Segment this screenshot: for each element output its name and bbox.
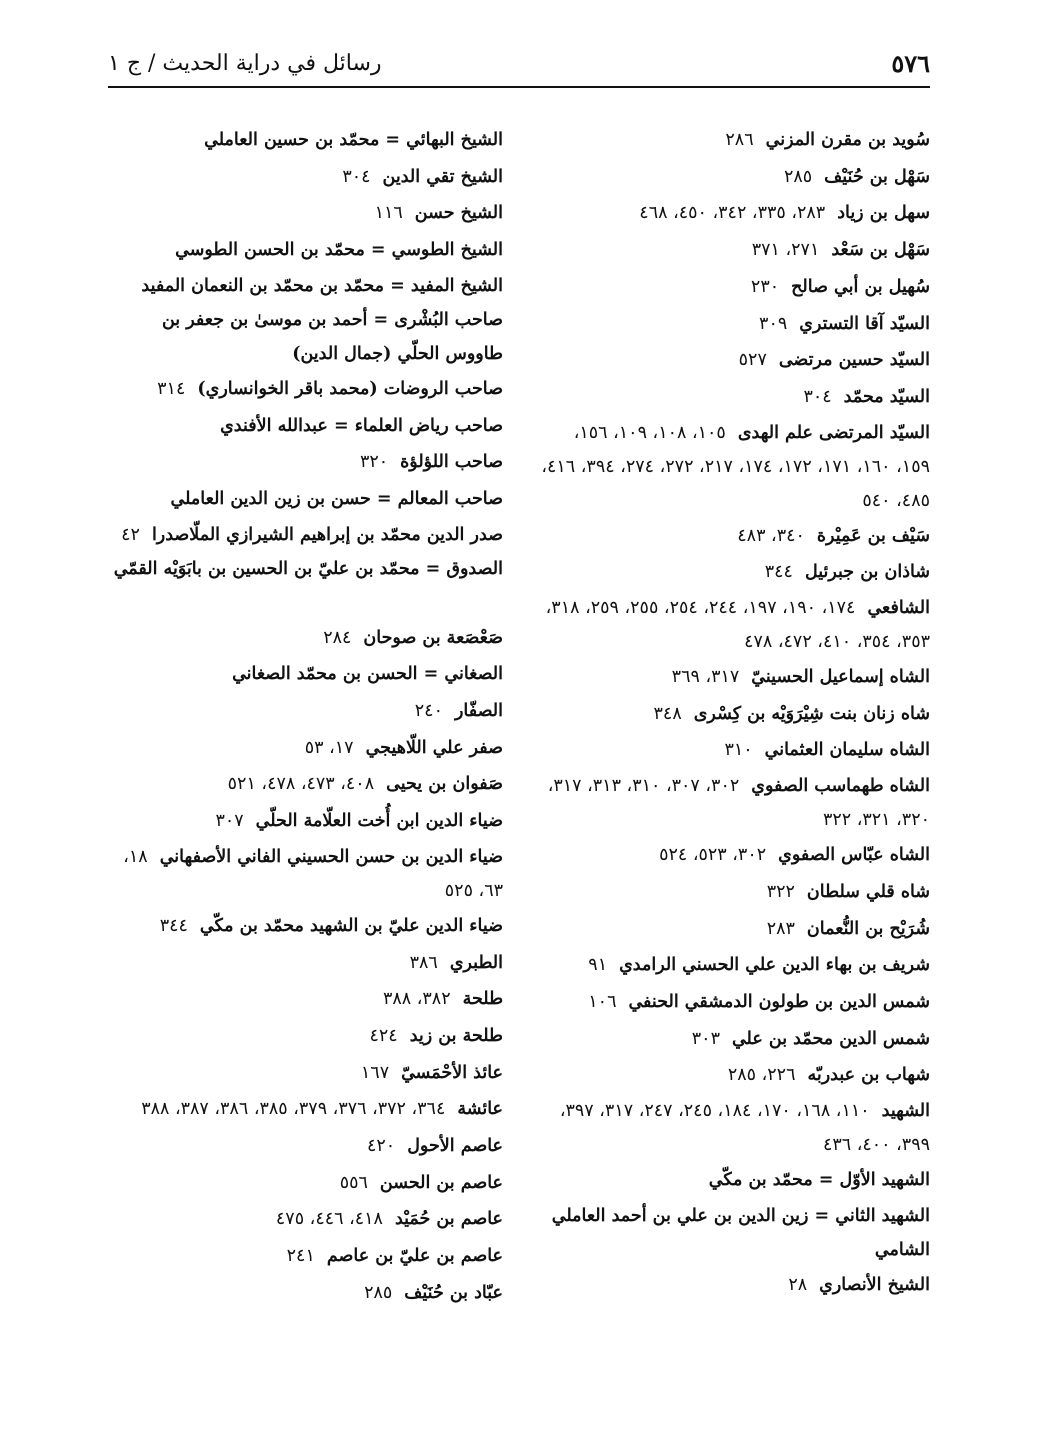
index-entry [535, 874, 930, 911]
entry-page-refs: ٣٢٢ [766, 881, 795, 902]
entry-page-refs: ٢٨٣، ٣٣٥، ٣٤٢، ٤٥٠، ٤٦٨ [639, 203, 826, 224]
index-entry [108, 620, 503, 657]
index-entry [535, 837, 930, 874]
entry-name: الشهيد الأوّل = محمّد بن مكّي [708, 1170, 930, 1191]
entry-name: شمس الدين بن طولون الدمشقي الحنفي [628, 991, 930, 1012]
entry-name: ضياء الدين ابن أُخت العلّامة الحلّي [255, 811, 503, 832]
entry-name: الشيخ البهائي = محمّد بن حسين العاملي [204, 130, 503, 150]
entry-name: ضياء الدين بن حسن الحسيني الفاني الأصفهاني [159, 846, 503, 867]
entry-name: شاه زنان بنت شِيْرَوَيْه بن كِسْرى [693, 703, 930, 724]
index-entry [535, 1094, 930, 1162]
entry-page-refs: ٢٨٣ [766, 918, 795, 939]
index-entry [108, 1275, 503, 1312]
entry-name: عاصم بن حُمَيْد [394, 1209, 503, 1230]
entry-page-refs: ٥٥٦ [339, 1172, 368, 1193]
entry-name: صَعْصَعة بن صوحان [363, 627, 503, 648]
entry-name: الشاه عبّاس الصفوي [778, 845, 930, 866]
entry-page-refs: ٢٨٤ [323, 627, 352, 648]
entry-page-refs: ٣١٤ [157, 378, 186, 399]
index-entry [535, 1162, 930, 1199]
entry-page-refs: ١١٦ [374, 203, 403, 224]
index-entry [535, 232, 930, 269]
entry-name: الطبري [449, 952, 503, 973]
entry-name: ضياء الدين عليّ بن الشهيد محمّد بن مكّي [199, 915, 503, 936]
entry-page-refs: ٣٨٦ [409, 952, 438, 973]
index-entry [108, 159, 503, 196]
left-column [108, 122, 503, 1372]
entry-page-refs: ٣٠٤ [342, 166, 371, 187]
index-entry [108, 1055, 503, 1092]
index-entry [535, 1199, 930, 1267]
index-entry [535, 159, 930, 196]
index-entry [535, 911, 930, 948]
index-entry [535, 342, 930, 379]
entry-page-refs: ٣٠٩ [759, 313, 788, 334]
right-column [535, 122, 930, 1372]
entry-page-refs: ١٨، ٦٣، ٥٢٥ [123, 846, 503, 901]
index-entry [535, 659, 930, 696]
entry-page-refs: ١٧، ٥٣ [304, 737, 354, 758]
entry-page-refs: ٣٦٤، ٣٧٢، ٣٧٦، ٣٧٩، ٣٨٥، ٣٨٦، ٣٨٧، ٣٨٨ [141, 1099, 446, 1120]
index-entry [108, 518, 503, 552]
entry-page-refs: ٤٢٠ [367, 1136, 396, 1157]
index-entry [108, 656, 503, 693]
index-entry [108, 408, 503, 445]
entry-page-refs: ٣٠٤ [803, 386, 832, 407]
index-entry [108, 730, 503, 767]
index-entry [535, 379, 930, 416]
index-entry [535, 1021, 930, 1058]
index-entry [108, 195, 503, 232]
index-entry [535, 1057, 930, 1094]
index-entry [108, 1201, 503, 1238]
entry-name: عائذ الأحْمَسيّ [401, 1062, 503, 1083]
entry-page-refs: ٣٢٠ [359, 452, 389, 473]
entry-name: عائشة [457, 1099, 503, 1120]
index-entry [535, 1267, 930, 1304]
index-entry [108, 232, 503, 269]
index-entry [535, 416, 930, 518]
index-entry [108, 1128, 503, 1165]
entry-name: سُهيل بن أبي صالح [791, 276, 930, 297]
entry-name: صفر علي اللّاهيجي [365, 737, 503, 758]
index-entry [108, 1091, 503, 1128]
entry-page-refs: ٤٠٨، ٤٧٣، ٤٧٨، ٥٢١ [227, 774, 375, 795]
entry-name: سَهْل بن سَعْد [831, 240, 930, 261]
entry-page-refs: ٢٨٥ [783, 166, 813, 187]
entry-name: الشاه طهماسب الصفوي [751, 776, 930, 797]
entry-page-refs: ٢٤٠ [414, 701, 443, 722]
entry-page-refs: ٢٧١، ٣٧١ [751, 240, 820, 261]
entry-page-refs: ٤١٨، ٤٤٦، ٤٧٥ [275, 1209, 383, 1230]
entry-page-refs: ١٦٧ [360, 1062, 390, 1083]
index-entry [535, 518, 930, 555]
entry-page-refs: ١٧٤، ١٩٠، ١٩٧، ٢٤٤، ٢٥٤، ٢٥٥، ٢٥٩، ٣١٨، ٣٥٣، ٣٥٤، ٤١٠، ٤٧٢، ٤٧٨ [545, 598, 930, 653]
entry-name: صَفوان بن يحيى [386, 774, 503, 795]
entry-name: عاصم الأحول [407, 1136, 503, 1157]
index-entry [108, 303, 503, 371]
entry-name: الصفّار [454, 701, 503, 722]
entry-page-refs: ٢٨٦ [725, 130, 754, 150]
page-header [108, 40, 930, 88]
entry-name: صاحب الروضات (محمد باقر الخوانساري) [197, 378, 503, 399]
index-entry [108, 481, 503, 518]
entry-page-refs: ٢٤١ [286, 1246, 315, 1267]
entry-page-refs: ١٠٥، ١٠٨، ١٠٩، ١٥٦، ١٥٩، ١٦٠، ١٧١، ١٧٢، ١٧٤، ٢١٧، ٢٧٢، ٢٧٤، ٣٩٤، ٤١٦، ٤٨٥، ٥٤٠ [541, 422, 930, 511]
entry-name: سَهْل بن حُنَيْف [824, 166, 930, 187]
entry-name: الشيخ المفيد = محمّد بن محمّد بن النعمان المفيد [141, 275, 503, 296]
entry-page-refs: ٣٠٢، ٣٠٧، ٣١٠، ٣١٣، ٣١٧، ٣٢٠، ٣٢١، ٣٢٢ [547, 776, 930, 831]
index-entry [108, 693, 503, 730]
entry-page-refs: ٩١ [588, 955, 608, 976]
entry-name: عاصم بن عليّ بن عاصم [326, 1246, 503, 1267]
entry-page-refs: ٤٢ [121, 524, 140, 545]
index-entry [108, 444, 503, 481]
entry-name: عاصم بن الحسن [379, 1172, 503, 1193]
index-entry [108, 766, 503, 803]
entry-page-refs: ٣٠٣ [691, 1028, 720, 1049]
entry-page-refs: ٣٤٤ [159, 915, 188, 936]
entry-page-refs: ١١٠، ١٦٨، ١٧٠، ١٨٤، ٢٤٥، ٢٤٧، ٣١٧، ٣٩٧، ٣٩٩، ٤٠٠، ٤٣٦ [559, 1101, 930, 1156]
entry-name: السيّد آقا التستري [799, 313, 930, 334]
entry-name: الشاه سليمان العثماني [764, 740, 930, 761]
entry-page-refs: ٣٤٤ [764, 562, 793, 583]
entry-name: سَيْف بن عَمِيْرة [816, 525, 930, 546]
index-entry [535, 984, 930, 1021]
entry-page-refs: ٣٤٨ [653, 703, 682, 724]
entry-name: السيّد المرتضى علم الهدى [737, 422, 930, 443]
entry-name: سهل بن زياد [837, 203, 930, 224]
index-entry [535, 554, 930, 591]
index-entry [535, 732, 930, 769]
entry-name: الشيخ الأنصاري [819, 1274, 930, 1295]
entry-name: صاحب رياض العلماء = عبدالله الأفندي [220, 415, 503, 436]
entry-page-refs: ٣٤٠، ٤٨٣ [737, 525, 805, 546]
entry-page-refs: ٢٨٥ [364, 1282, 393, 1303]
entry-name: طلحة بن زيد [409, 1025, 503, 1046]
index-entry [535, 269, 930, 306]
index-entry [535, 769, 930, 837]
entry-name: الصغاني = الحسن بن محمّد الصغاني [232, 664, 503, 685]
entry-name: الشيخ حسن [414, 203, 503, 224]
entry-name: صاحب اللؤلؤة [400, 452, 503, 473]
entry-page-refs: ٣١٠ [724, 740, 753, 761]
entry-name: الصدوق = محمّد بن عليّ بن الحسين بن بابَوَيْه القمّي [113, 558, 503, 579]
index-entry [535, 591, 930, 659]
entry-page-refs: ٤٢٤ [369, 1025, 398, 1046]
entry-page-refs: ٢٢٦، ٢٨٥ [727, 1065, 796, 1086]
index-entry [108, 908, 503, 945]
index-entry [535, 696, 930, 733]
index-columns [108, 122, 930, 1372]
index-entry [108, 1238, 503, 1275]
entry-name: شُرَيْح بن النُّعمان [806, 918, 930, 939]
entry-page-refs: ٢٨ [788, 1274, 808, 1295]
page-number: ٥٧٦ [891, 48, 930, 78]
index-entry [108, 552, 503, 620]
index-entry [535, 195, 930, 232]
index-entry [108, 122, 503, 159]
entry-name: صاحب المعالم = حسن بن زين الدين العاملي [170, 488, 503, 509]
entry-page-refs: ٢٣٠ [750, 276, 780, 297]
index-entry [108, 1165, 503, 1202]
index-entry [535, 306, 930, 343]
entry-name: صاحب البُشْرى = أحمد بن موسىٰ بن جعفر بن طاووس الحلّي (جمال الدين) [161, 309, 503, 364]
index-entry [535, 947, 930, 984]
entry-name: الشهيد الثاني = زين الدين بن علي بن أحمد العاملي الشامي [551, 1205, 930, 1260]
entry-name: الشاه إسماعيل الحسينيّ [751, 667, 930, 688]
index-entry [108, 1018, 503, 1055]
running-title: رسائل في دراية الحديث / ج ١ [108, 50, 382, 76]
entry-name: الشهيد [881, 1101, 930, 1122]
index-entry [108, 269, 503, 303]
entry-name: طلحة [462, 989, 503, 1010]
entry-name: شاذان بن جبرئيل [804, 562, 930, 583]
entry-name: الشيخ الطوسي = محمّد بن الحسن الطوسي [175, 240, 503, 261]
entry-page-refs: ١٠٦ [588, 991, 617, 1012]
index-entry [108, 981, 503, 1018]
entry-name: الشافعي [867, 598, 930, 619]
entry-name: شهاب بن عبدربّه [807, 1065, 930, 1086]
entry-page-refs: ٥٢٧ [738, 350, 767, 371]
index-entry [108, 840, 503, 908]
index-entry [108, 371, 503, 408]
entry-name: شاه قلي سلطان [806, 881, 930, 902]
entry-name: السيّد حسين مرتضى [778, 350, 930, 371]
entry-name: عبّاد بن حُنَيْف [404, 1282, 503, 1303]
entry-page-refs: ٣٨٢، ٣٨٨ [382, 989, 451, 1010]
entry-name: صدر الدين محمّد بن إبراهيم الشيرازي الملّاصدرا [151, 524, 503, 545]
entry-page-refs: ٣٠٢، ٥٢٣، ٥٢٤ [659, 845, 767, 866]
entry-name: الشيخ تقي الدين [382, 166, 503, 187]
entry-name: السيّد محمّد [843, 386, 930, 407]
index-entry [535, 122, 930, 159]
index-entry [108, 945, 503, 982]
entry-page-refs: ٣١٧، ٣٦٩ [671, 667, 740, 688]
index-entry [108, 803, 503, 840]
entry-page-refs: ٣٠٧ [215, 811, 244, 832]
entry-name: شمس الدين محمّد بن علي [731, 1028, 930, 1049]
entry-name: شريف بن بهاء الدين علي الحسني الرامدي [619, 955, 930, 976]
entry-name: سُويد بن مقرن المزني [765, 130, 930, 150]
